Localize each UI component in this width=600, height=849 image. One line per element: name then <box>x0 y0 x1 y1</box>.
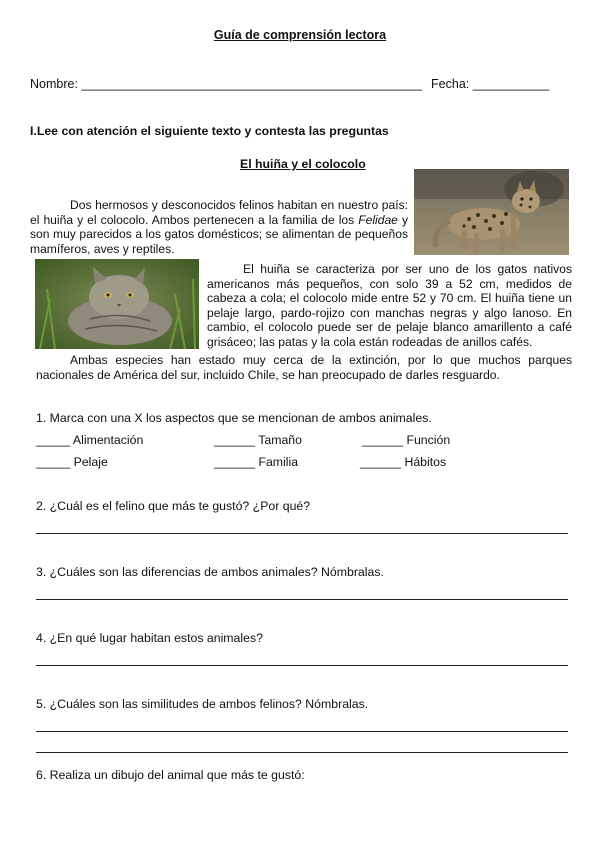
question-1: 1. Marca con una X los aspectos que se mencionan de ambos animales. <box>36 411 432 425</box>
fecha-field[interactable]: ___________ <box>472 77 550 91</box>
nombre-field[interactable]: _________________________________________________ <box>81 77 423 91</box>
name-date-line <box>30 77 549 91</box>
instruction: I.Lee con atención el siguiente texto y contesta las preguntas <box>30 124 389 138</box>
nombre-label: Nombre: <box>30 77 78 91</box>
paragraph-3 <box>36 353 572 382</box>
paragraph-2-text: El huiña se caracteriza por ser uno de los gatos nativos americanos más pequeños, con solo 39 a 52 cm, medidos de cabeza a cola; el colocolo mide entre 52 y 70 cm. El huiña tiene un pelaje largo, pardo-rojizo con manchas negras y algo lanoso. En cambio, el colocolo puede ser de pelaje blanco amarillento a café grisáceo; las patas y la cola están rodeadas de anillos cafés. <box>207 262 572 349</box>
colocolo-photo <box>414 169 569 255</box>
paragraph-2 <box>207 262 572 350</box>
answer-line-2[interactable] <box>36 533 568 534</box>
fecha-label: Fecha: <box>431 77 470 91</box>
story-title: El huiña y el colocolo <box>240 157 366 171</box>
question-3: 3. ¿Cuáles son las diferencias de ambos animales? Nómbralas. <box>36 565 384 579</box>
paragraph-1 <box>30 198 408 256</box>
answer-line-5b[interactable] <box>36 752 568 753</box>
option-funcion[interactable]: ______ Función <box>362 433 451 447</box>
answer-line-4[interactable] <box>36 665 568 666</box>
cat-photo-illustration <box>414 169 569 255</box>
question-6: 6. Realiza un dibujo del animal que más te gustó: <box>36 768 305 782</box>
option-pelaje[interactable]: _____ Pelaje <box>36 455 108 469</box>
question-5: 5. ¿Cuáles son las similitudes de ambos felinos? Nómbralas. <box>36 697 369 711</box>
option-tamano[interactable]: ______ Tamaño <box>214 433 302 447</box>
paragraph-1-text-a: Dos hermosos y desconocidos felinos habitan en nuestro país: el huiña y el colocolo. Ambos pertenecen a la familia de los <box>30 198 408 227</box>
cat-photo-illustration <box>35 259 199 349</box>
huina-photo <box>35 259 199 349</box>
question-2: 2. ¿Cuál es el felino que más te gustó? ¿Por qué? <box>36 499 311 513</box>
question-4: 4. ¿En qué lugar habitan estos animales? <box>36 631 263 645</box>
option-habitos[interactable]: ______ Hábitos <box>360 455 447 469</box>
answer-line-5a[interactable] <box>36 731 568 732</box>
paragraph-1-italic: Felidae <box>358 212 398 227</box>
paragraph-3-text: Ambas especies han estado muy cerca de la extinción, por lo que muchos parques nacionales de América del sur, incluido Chile, se han preocupado de darles resguardo. <box>36 353 572 382</box>
option-familia[interactable]: ______ Familia <box>214 455 299 469</box>
paragraph-1-text-b: y son muy parecidos a los gatos domésticos; se alimentan de pequeños mamíferos, aves y reptiles. <box>30 212 408 256</box>
answer-line-3[interactable] <box>36 599 568 600</box>
option-alimentacion[interactable]: _____ Alimentación <box>36 433 144 447</box>
page-title: Guía de comprensión lectora <box>213 28 387 42</box>
